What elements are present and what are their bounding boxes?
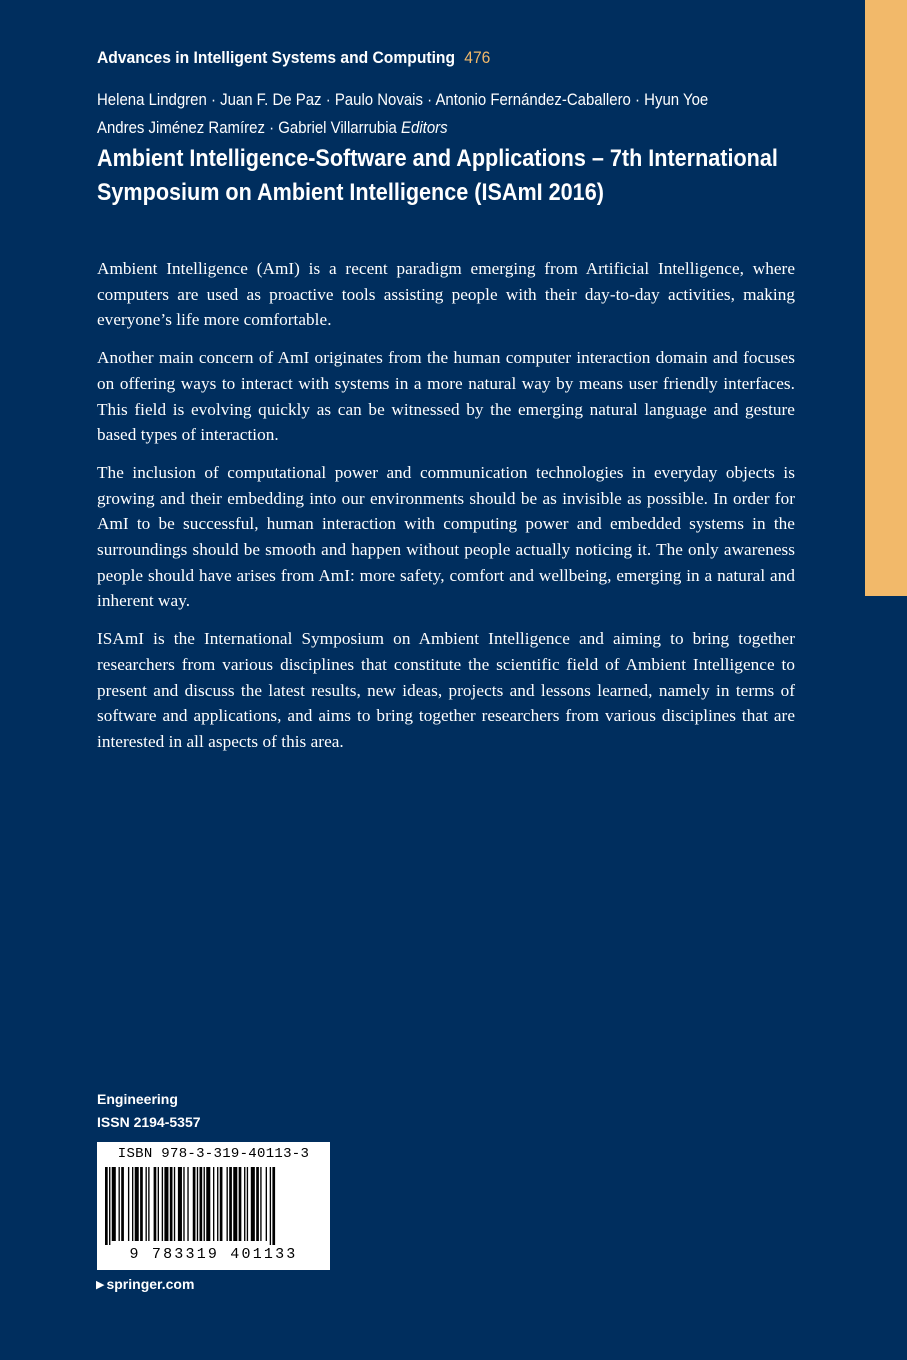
editors	[97, 86, 708, 142]
barcode-bar	[217, 1167, 218, 1241]
barcode-bar	[158, 1167, 159, 1241]
issn: ISSN 2194-5357	[97, 1114, 201, 1130]
publisher-link[interactable]	[96, 1276, 194, 1292]
book-title: Ambient Intelligence-Software and Applications – 7th International Symposium on Ambient Intelligence (ISAmI 2016)	[97, 145, 778, 206]
barcode-bar	[229, 1167, 232, 1241]
barcode-bar	[140, 1167, 143, 1241]
publisher-url: springer.com	[106, 1276, 195, 1292]
barcode-bar	[220, 1167, 223, 1241]
barcode-bar	[197, 1167, 198, 1241]
barcode-bar	[164, 1167, 168, 1241]
blurb	[97, 256, 795, 767]
barcode-bar	[135, 1167, 139, 1241]
barcode-bar	[227, 1167, 228, 1241]
barcode-bar	[247, 1167, 248, 1241]
editors-names: Andres Jiménez Ramírez · Gabriel Villarrubia	[97, 118, 397, 137]
barcode-bar	[170, 1167, 173, 1241]
isbn-label: ISBN 978-3-319-40113-3	[117, 1146, 310, 1162]
barcode-bar	[148, 1167, 149, 1241]
barcode-bar	[206, 1167, 210, 1241]
barcode-bar	[162, 1167, 163, 1241]
editors-line-1: Helena Lindgren · Juan F. De Paz · Paulo Novais · Antonio Fernández-Caballero · Hyun Yoe	[97, 90, 709, 109]
series-line	[97, 48, 490, 68]
barcode-bars	[103, 1167, 324, 1245]
accent-stripe	[865, 0, 907, 596]
barcode-bar	[272, 1167, 275, 1245]
blurb-paragraph: Another main concern of AmI originates from the human computer interaction domain and focuses on offering ways to interact with systems in a more natural way by means user friendly interfaces. This field is evolving quickly as can be witnessed by the emerging natural language and gesture based types of interaction.	[97, 348, 795, 445]
barcode-bar	[204, 1167, 205, 1241]
barcode-bar	[128, 1167, 129, 1241]
editors-role: Editors	[401, 118, 448, 137]
barcode-bar	[266, 1167, 267, 1241]
blurb-paragraph: ISAmI is the International Symposium on Ambient Intelligence and aiming to bring together researchers from various disciplines that constitute the scientific field of Ambient Intelligence to present and discuss the latest results, new ideas, projects and lessons learned, namely in terms of software and applications, and aims to bring together researchers from various disciplines that are interested in all aspects of this area.	[97, 629, 795, 751]
series-number: 476	[464, 48, 491, 67]
blurb-paragraph: Ambient Intelligence (AmI) is a recent paradigm emerging from Artificial Intelligence, where computers are used as proactive tools assisting people with their day-to-day activities, making everyone’s life more comfortable.	[97, 259, 795, 330]
barcode-bar	[119, 1167, 120, 1241]
barcode-bar	[256, 1167, 259, 1241]
series-name: Advances in Intelligent Systems and Computing	[97, 48, 456, 67]
barcode-bar	[260, 1167, 261, 1241]
barcode-bar	[146, 1167, 147, 1241]
triangle-right-icon: ▶	[96, 1278, 105, 1291]
barcode-bar	[270, 1167, 271, 1245]
blurb-paragraph: The inclusion of computational power and communication technologies in everyday objects is growing and their embedding into our environments should be as invisible as possible. In order for AmI to be successful, human interaction with computing power and embedded systems in the surroundings should be smooth and happen without people actually noticing it. The only awareness people should have arises from AmI: more safety, comfort and wellbeing, emerging in a natural and inherent way.	[97, 462, 795, 611]
barcode-bar	[213, 1167, 214, 1241]
barcode-bar	[132, 1167, 133, 1241]
barcode-digits: 9 783319 401133	[129, 1246, 298, 1263]
barcode-bar	[200, 1167, 203, 1241]
barcode-bar	[187, 1167, 188, 1241]
barcode	[97, 1142, 330, 1270]
editors-line-2	[97, 114, 708, 142]
barcode-bar	[112, 1167, 116, 1241]
subject-category: Engineering	[97, 1091, 178, 1107]
barcode-bar	[109, 1167, 110, 1245]
barcode-bar	[121, 1167, 124, 1241]
barcode-bar	[233, 1167, 237, 1241]
barcode-bar	[251, 1167, 255, 1241]
barcode-bar	[239, 1167, 242, 1241]
barcode-bar	[178, 1167, 182, 1241]
barcode-bar	[105, 1167, 108, 1245]
barcode-bar	[193, 1167, 196, 1241]
barcode-bar	[183, 1167, 184, 1241]
barcode-bar	[154, 1167, 157, 1241]
barcode-bar	[244, 1167, 245, 1241]
barcode-bar	[174, 1167, 175, 1241]
subject-block	[97, 1088, 201, 1134]
